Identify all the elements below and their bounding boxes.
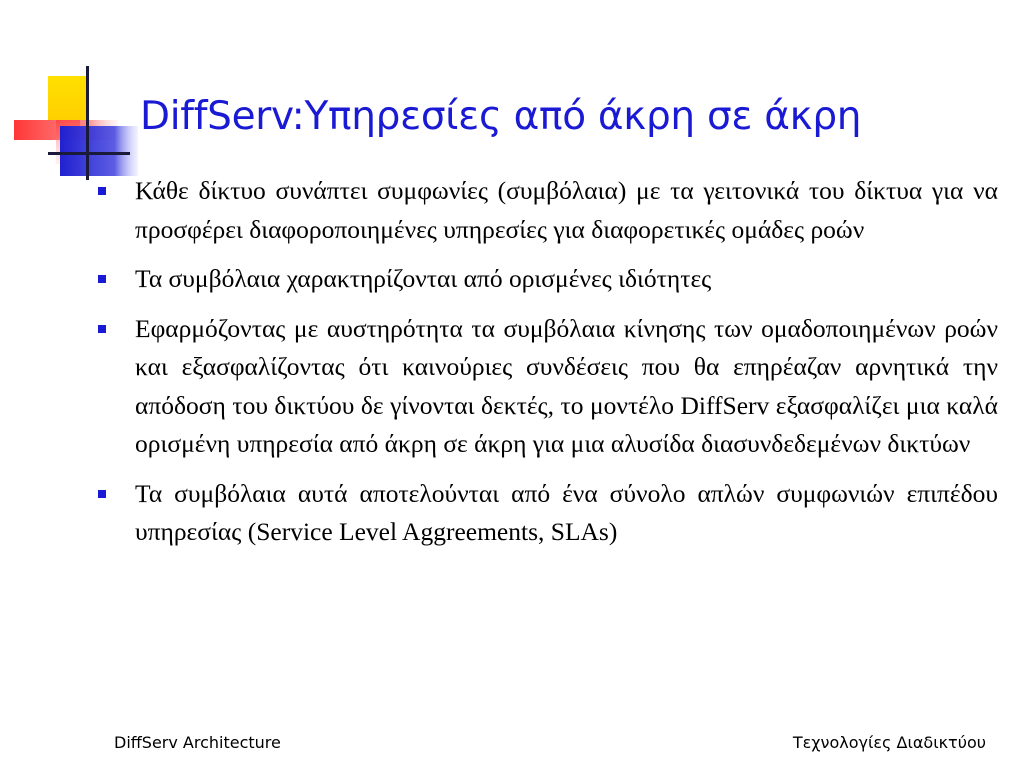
- bullet-text: Εφαρμόζοντας με αυστηρότητα τα συμβόλαια κίνησης των ομαδοποιημένων ροών και εξασφαλίζοντας ότι καινούριες συνδέσεις που θα επηρέαζαν αρνητικά την απόδοση του δικτύου δε γίνονται δεκτές, το μοντέλο DiffServ εξασφαλίζει μια καλά ορισμένη υπηρεσία από άκρη σε άκρη για μια αλυσίδα διασυνδεδεμένων δικτύων: [135, 313, 998, 458]
- bullet-list: [96, 172, 998, 563]
- slide-title: DiffServ:Υπηρεσίες από άκρη σε άκρη: [140, 94, 862, 139]
- square-bullet-icon: [98, 325, 106, 333]
- square-bullet-icon: [98, 490, 106, 498]
- square-bullet-icon: [98, 275, 106, 283]
- bullet-item: [96, 310, 998, 464]
- bullet-item: [96, 260, 998, 299]
- footer-left-text: DiffServ Architecture: [114, 733, 281, 752]
- bullet-item: [96, 172, 998, 249]
- bullet-text: Τα συμβόλαια χαρακτηρίζονται από ορισμένες ιδιότητες: [135, 264, 712, 293]
- bullet-item: [96, 475, 998, 552]
- logo-vertical-line: [86, 66, 89, 180]
- logo-horizontal-line: [48, 152, 130, 155]
- footer-right-text: Τεχνολογίες Διαδικτύου: [792, 733, 986, 752]
- colored-squares-logo-icon: [0, 0, 140, 200]
- logo-yellow-square: [48, 76, 86, 120]
- logo-blue-square: [60, 126, 138, 176]
- square-bullet-icon: [98, 187, 106, 195]
- bullet-text: Κάθε δίκτυο συνάπτει συμφωνίες (συμβόλαια) με τα γειτονικά του δίκτυα για να προσφέρει διαφοροποιημένες υπηρεσίες για διαφορετικές ομάδες ροών: [135, 176, 998, 244]
- bullet-text: Τα συμβόλαια αυτά αποτελούνται από ένα σύνολο απλών συμφωνιών επιπέδου υπηρεσίας (Service Level Aggreements, SLAs): [135, 478, 998, 546]
